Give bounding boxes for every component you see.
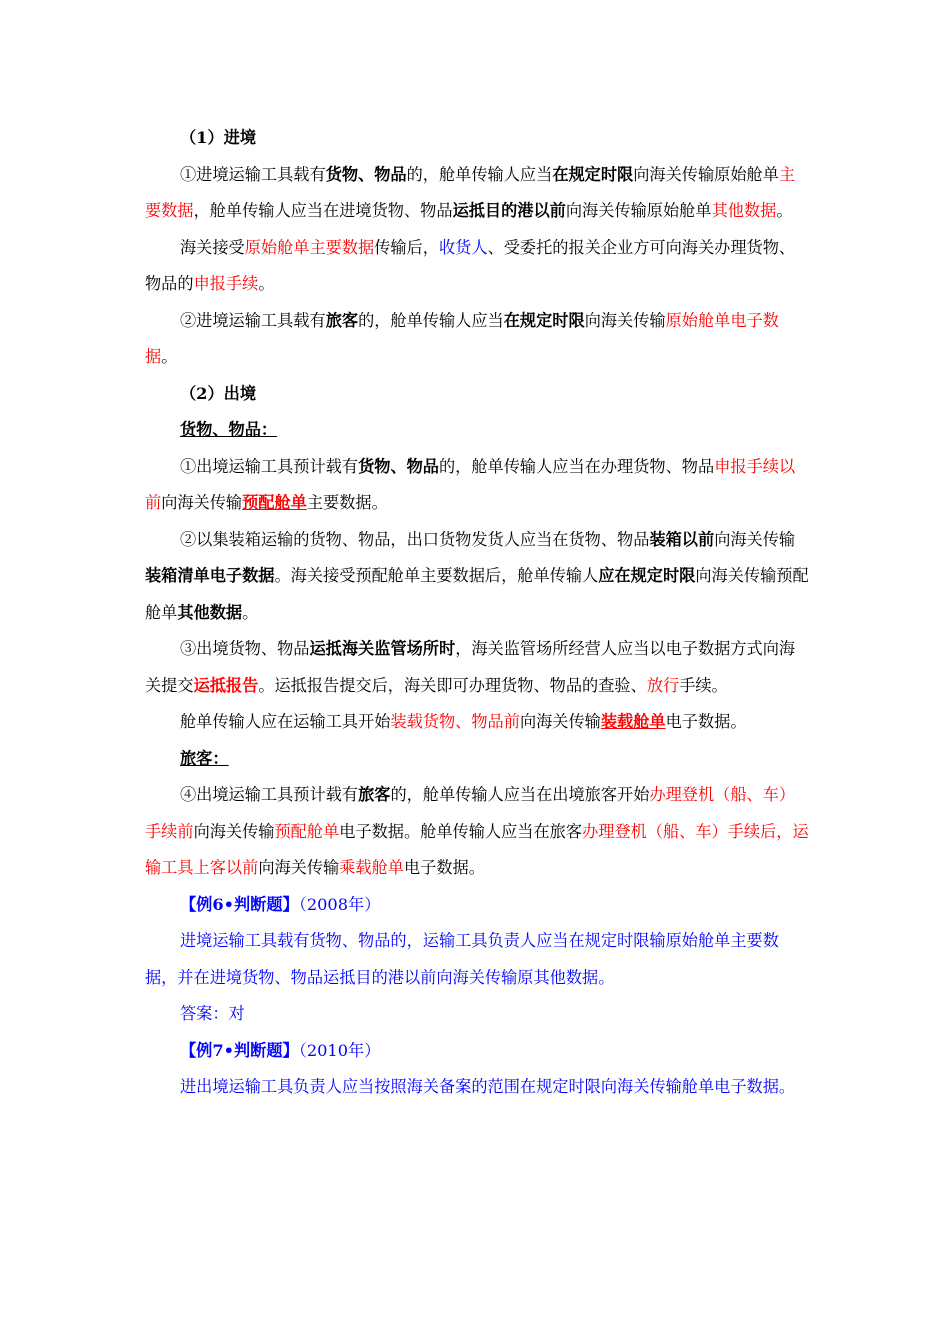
text-run: 进境运输工具载有货物、物品的，运输工具负责人应当在规定时限输原始舱单主要数据，并在进境货物、物品运抵目的港以前向海关传输原其他数据。 (145, 931, 779, 987)
text-run: 手续。 (679, 675, 728, 695)
text-run: 海关接受 (180, 237, 245, 257)
text-run: 装载货物、物品前 (390, 712, 520, 731)
outbound-paragraph-2 (145, 522, 810, 632)
text-run: 舱单传输人应在运输工具开始 (180, 712, 391, 731)
text-run: 其他数据 (711, 201, 777, 220)
text-run: 主要数据。 (306, 493, 388, 512)
text-run: 办理登机（船、车）手续前 (145, 785, 796, 841)
inbound-paragraph-2 (145, 230, 810, 303)
passenger-subheading (145, 741, 810, 778)
text-run: 向海关传输 (161, 493, 243, 512)
text-run: 答案：对 (180, 1004, 245, 1023)
text-run: 预配舱单 (274, 821, 340, 841)
text-run: 装箱以前 (649, 529, 715, 549)
text-run: 旅客： (180, 748, 229, 768)
text-run: 的，舱单传输人应当在办理货物、物品 (439, 456, 715, 476)
text-run: 电子数据。舱单传输人应当在旅客 (339, 821, 583, 841)
text-run: 旅客 (325, 310, 359, 330)
text-run: ，海关监管场所经营人应当以电子数据方式向海关提交 (145, 639, 796, 695)
text-run: 。 (258, 274, 275, 293)
text-run: 向海关传输预配舱单 (145, 566, 809, 622)
text-run: 的，舱单传输人应当在出境旅客开始 (390, 785, 650, 804)
text-run: 。运抵报告提交后，海关即可办理货物、物品的查验、 (258, 675, 647, 695)
text-run: 的，舱单传输人应当 (358, 310, 504, 330)
text-run: 、受委托的报关企业方可向海关办理货物、物品的 (145, 237, 796, 293)
text-run: 向海关传输 (584, 310, 666, 330)
text-run: ②进境运输工具载有 (180, 310, 326, 330)
text-run: 收货人 (439, 237, 488, 257)
example-6-question (145, 923, 810, 996)
text-run: 装载舱单 (600, 712, 666, 731)
text-run: 应在规定时限 (598, 566, 696, 585)
inbound-paragraph-3 (145, 303, 810, 376)
text-run: 的，舱单传输人应当 (406, 164, 553, 184)
text-run: 向海关传输 (519, 712, 601, 731)
text-run: 【例7•判断题】 (180, 1040, 299, 1060)
text-run: 主要数据 (145, 164, 796, 220)
text-run: ④出境运输工具预计载有 (180, 785, 359, 804)
text-run: 装箱清单电子数据 (145, 566, 275, 585)
text-run: 进出境运输工具负责人应当按照海关备案的范围在规定时限向海关传输舱单电子数据。 (180, 1077, 796, 1096)
text-run: 传输后， (374, 237, 439, 257)
section-heading-outbound (145, 376, 810, 413)
text-run: 。 (161, 347, 178, 366)
text-run: 。 (776, 201, 793, 220)
text-run: （2008年） (298, 894, 381, 914)
text-run: 货物、物品 (358, 456, 439, 476)
inbound-paragraph-1 (145, 157, 810, 230)
text-run: 运抵海关监管场所时 (309, 639, 456, 658)
text-run: 旅客 (358, 785, 391, 804)
text-run: 【例6•判断题】 (180, 894, 299, 914)
text-run: （2010年） (298, 1040, 381, 1060)
text-run: 申报手续 (193, 274, 259, 293)
text-run: （1）进境 (180, 128, 257, 147)
example-7-label (145, 1033, 810, 1070)
text-run: 货物、物品： (180, 420, 278, 439)
example-7-question (145, 1069, 810, 1106)
text-run: 运抵报告 (193, 675, 259, 695)
text-run: 向海关传输 (193, 821, 275, 841)
text-run: 货物、物品 (325, 164, 407, 184)
text-run: 原始舱单主要数据 (244, 237, 375, 257)
text-run: 。海关接受预配舱单主要数据后，舱单传输人 (274, 566, 599, 585)
example-6-answer (145, 996, 810, 1033)
text-run: ①进境运输工具载有 (180, 164, 326, 184)
text-run: 向海关传输原始舱单 (565, 201, 712, 220)
text-run: （2）出境 (180, 383, 257, 403)
outbound-paragraph-3 (145, 631, 810, 704)
outbound-paragraph-4 (145, 704, 810, 741)
section-heading-inbound (145, 120, 810, 157)
text-run: 在规定时限 (552, 164, 634, 184)
outbound-paragraph-1 (145, 449, 810, 522)
text-run: ③出境货物、物品 (180, 639, 310, 658)
text-run: ，舱单传输人应当在进境货物、物品 (193, 201, 453, 220)
text-run: 办理登机（船、车）手续后，运输工具上客以前 (145, 821, 809, 877)
text-run: 电子数据。 (665, 712, 747, 731)
text-run: 。 (242, 602, 259, 622)
document-body (145, 120, 810, 1106)
text-run: 向海关传输原始舱单 (633, 164, 779, 184)
example-6-label (145, 887, 810, 924)
text-run: 向海关传输 (258, 858, 340, 877)
text-run: 乘载舱单 (339, 858, 404, 877)
outbound-paragraph-5 (145, 777, 810, 887)
text-run: 放行 (646, 675, 680, 695)
text-run: 运抵目的港以前 (452, 201, 566, 220)
text-run: 向海关传输 (714, 529, 796, 549)
text-run: 电子数据。 (404, 858, 485, 877)
text-run: 申报手续以前 (145, 456, 796, 512)
text-run: 在规定时限 (503, 310, 585, 330)
goods-subheading (145, 412, 810, 449)
text-run: 预配舱单 (242, 493, 307, 512)
text-run: 其他数据 (177, 602, 243, 622)
text-run: ①出境运输工具预计载有 (180, 456, 359, 476)
text-run: ②以集装箱运输的货物、物品，出口货物发货人应当在货物、物品 (180, 529, 650, 549)
text-run: 原始舱单电子数据 (145, 310, 779, 366)
